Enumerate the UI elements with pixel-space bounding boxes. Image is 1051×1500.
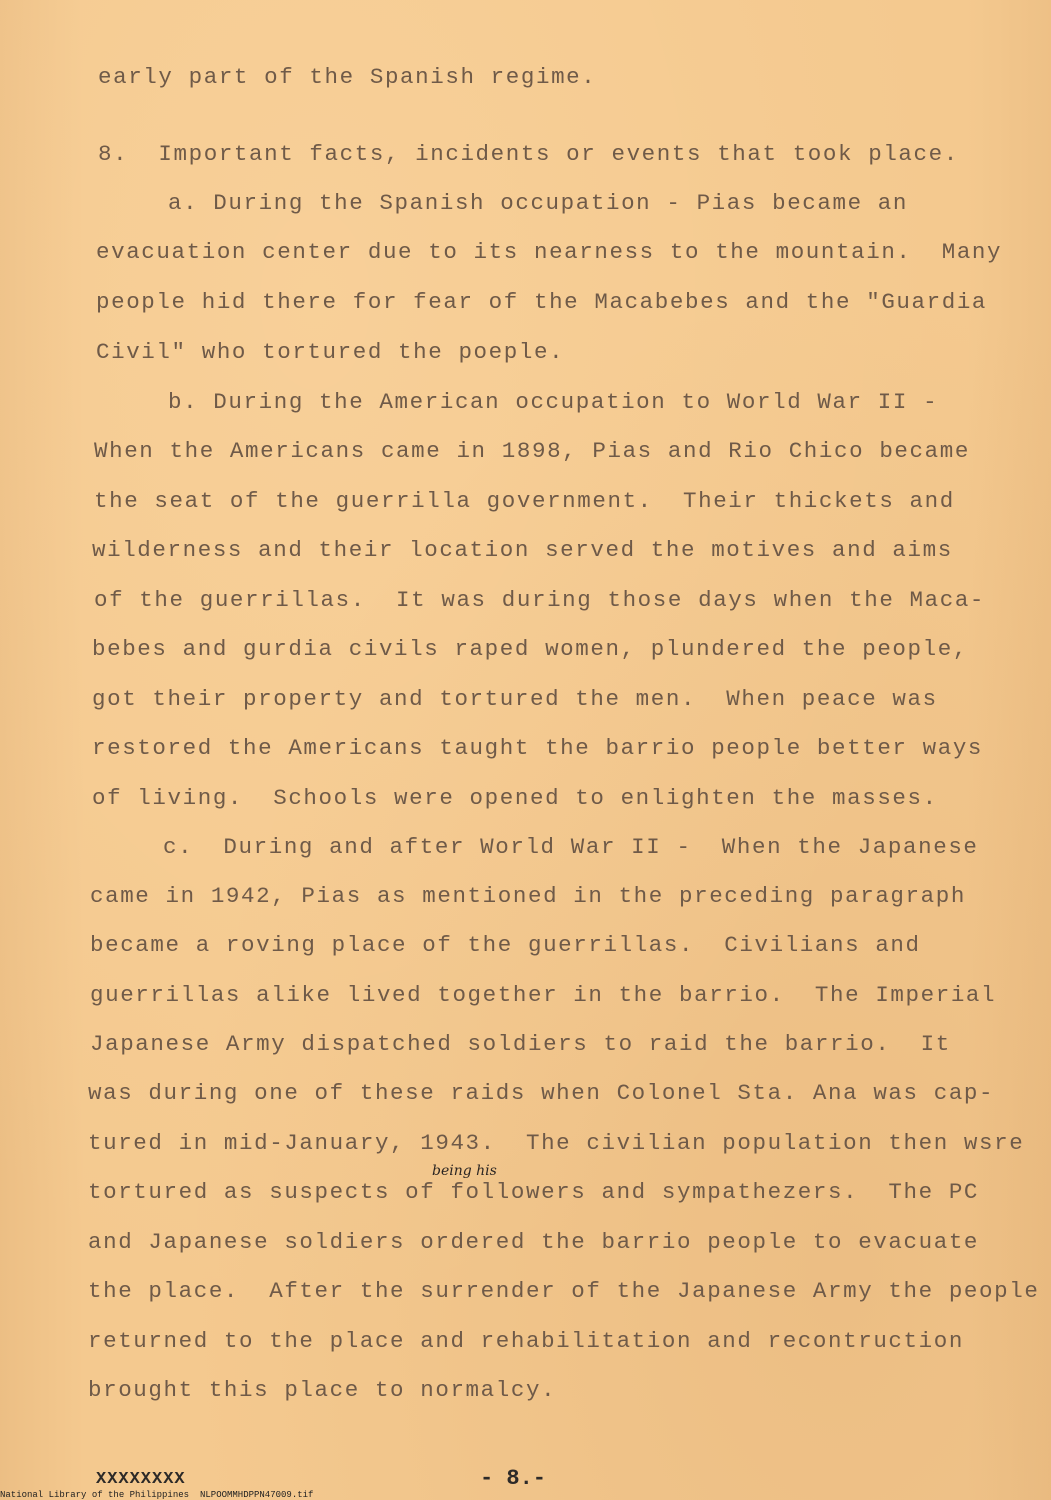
text-line: became a roving place of the guerrillas. Civilians and: [90, 932, 921, 958]
text-line: people hid there for fear of the Macabebes and the "Guardia: [96, 289, 988, 315]
text-line: of living. Schools were opened to enlighten the masses.: [92, 785, 938, 811]
text-line: Japanese Army dispatched soldiers to raid the barrio. It: [90, 1031, 951, 1057]
text-line: the place. After the surrender of the Japanese Army the people: [88, 1278, 1040, 1304]
text-line: a. During the Spanish occupation - Pias became an: [168, 190, 909, 216]
text-line: the seat of the guerrilla government. Their thickets and: [94, 488, 955, 514]
text-line: early part of the Spanish regime.: [98, 64, 597, 90]
text-line: tortured as suspects of followers and sympathezers. The PC: [88, 1179, 980, 1205]
text-line: got their property and tortured the men. When peace was: [92, 686, 938, 712]
text-line: and Japanese soldiers ordered the barrio people to evacuate: [88, 1229, 980, 1255]
text-line: evacuation center due to its nearness to the mountain. Many: [96, 239, 1003, 265]
text-line: Civil" who tortured the poeple.: [96, 339, 565, 365]
text-line: was during one of these raids when Colonel Sta. Ana was cap-: [88, 1080, 995, 1106]
text-line: guerrillas alike lived together in the barrio. The Imperial: [90, 982, 997, 1008]
text-line: wilderness and their location served the motives and aims: [92, 537, 953, 563]
text-line: returned to the place and rehabilitation and recontruction: [88, 1328, 964, 1354]
library-label: National Library of the Philippines: [0, 1490, 190, 1500]
text-line: of the guerrillas. It was during those days when the Maca-: [94, 587, 986, 613]
text-line: 8. Important facts, incidents or events that took place.: [98, 141, 959, 167]
text-line: bebes and gurdia civils raped women, plundered the people,: [92, 636, 968, 662]
file-label: NLPOOMMHDPPN47009.tif: [200, 1490, 314, 1500]
text-line: When the Americans came in 1898, Pias and Rio Chico became: [94, 438, 970, 464]
footer-marks: XXXXXXXX: [96, 1470, 186, 1489]
text-line: brought this place to normalcy.: [88, 1377, 557, 1403]
text-line: restored the Americans taught the barrio people better ways: [92, 735, 984, 761]
handwritten-insertion: being his: [432, 1163, 497, 1179]
page-number: - 8.-: [480, 1466, 547, 1491]
text-line: b. During the American occupation to World War II -: [168, 389, 939, 415]
text-line: tured in mid-January, 1943. The civilian population then wsre: [88, 1130, 1025, 1156]
text-line: c. During and after World War II - When the Japanese: [163, 834, 979, 860]
text-line: came in 1942, Pias as mentioned in the preceding paragraph: [90, 883, 966, 909]
